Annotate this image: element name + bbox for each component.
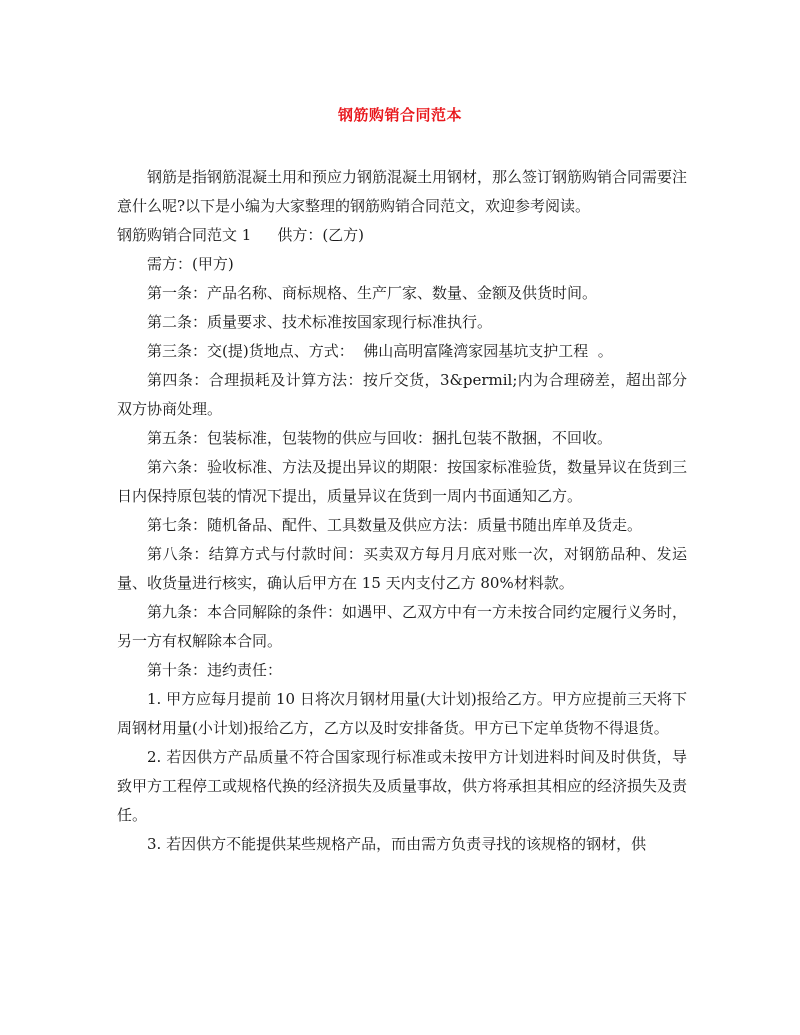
clause-7: 第七条：随机备品、配件、工具数量及供应方法：质量书随出库单及货走。 [147,516,643,534]
liability-item-2: 2. 若因供方产品质量不符合国家现行标准或未按甲方计划进料时间及时供货，导致甲方工程停工或规格代换的经济损失及质量事故，供方将承担其相应的经济损失及责任。 [117,748,688,824]
liability-item-3: 3. 若因供方不能提供某些规格产品，而由需方负责寻找的该规格的钢材，供 [147,835,647,853]
supplier-label: 供方：(乙方) [277,226,365,244]
clause-4: 第四条：合理损耗及计算方法：按斤交货，3&permil;内为合理磅差，超出部分双方协商处理。 [117,371,687,418]
clause-6: 第六条：验收标准、方法及提出异议的期限：按国家标准验货，数量异议在货到三日内保持原包装的情况下提出，质量异议在货到一周内书面通知乙方。 [117,458,688,505]
clause-3: 第三条：交(提)货地点、方式： 佛山高明富隆湾家园基坑支护工程 。 [147,342,613,360]
document-body [117,163,687,859]
sample-heading-line [117,221,687,250]
clause-9: 第九条：本合同解除的条件：如遇甲、乙双方中有一方未按合同约定履行义务时，另一方有权解除本合同。 [117,603,688,650]
clause-10: 第十条：违约责任： [147,661,283,679]
clause-2: 第二条：质量要求、技术标准按国家现行标准执行。 [147,313,493,331]
clause-5: 第五条：包装标准，包装物的供应与回收：捆扎包装不散捆，不回收。 [147,429,613,447]
liability-item-1: 1. 甲方应每月提前 10 日将次月钢材用量(大计划)报给乙方。甲方应提前三天将下周钢材用量(小计划)报给乙方，乙方以及时安排备货。甲方已下定单货物不得退货。 [117,690,687,737]
buyer-label: 需方：(甲方) [147,255,234,273]
clause-8: 第八条：结算方式与付款时间：买卖双方每月月底对账一次，对钢筋品种、发运量、收货量进行核实，确认后甲方在 15 天内支付乙方 80%材料款。 [117,545,687,592]
intro-paragraph: 钢筋是指钢筋混凝土用和预应力钢筋混凝土用钢材，那么签订钢筋购销合同需要注意什么呢?以下是小编为大家整理的钢筋购销合同范文，欢迎参考阅读。 [117,168,688,215]
clause-1: 第一条：产品名称、商标规格、生产厂家、数量、金额及供货时间。 [147,284,598,302]
document-title: 钢筋购销合同范本 [337,106,462,124]
sample-heading: 钢筋购销合同范文 1 [117,226,252,244]
